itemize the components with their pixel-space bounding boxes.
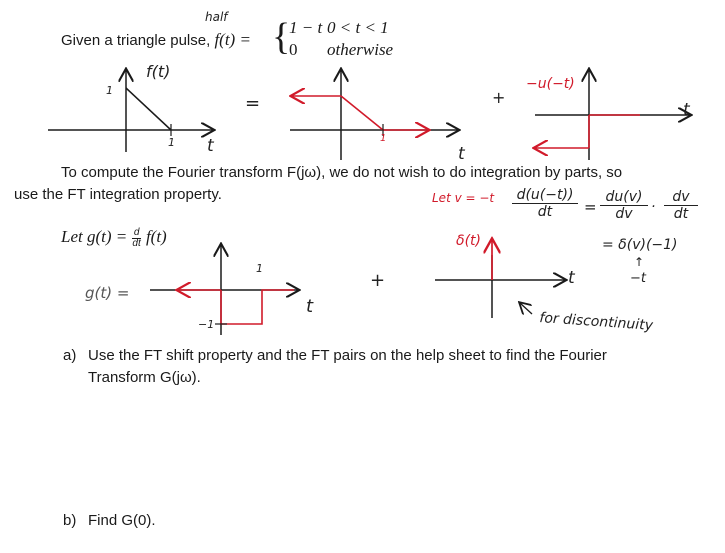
half-annotation: half	[205, 10, 228, 24]
graph4-t-label: t	[306, 296, 314, 317]
case2-condition: otherwise	[327, 40, 394, 59]
transform-sentence-line1: To compute the Fourier transform F(jω), we do not wish to do integration by parts, so	[61, 164, 623, 181]
graph-decomposition	[290, 70, 458, 160]
discontinuity-pointer-arrow	[520, 303, 532, 314]
plus-sign-2: +	[370, 270, 386, 291]
piecewise-brace: {	[272, 16, 291, 58]
part-b-text: Find G(0).	[88, 512, 156, 529]
part-a-line2: Transform G(jω).	[88, 369, 201, 386]
derivative-denominator: dt	[132, 237, 141, 249]
deriv-result: = δ(v)(−1)	[602, 237, 678, 253]
graph1-t-label: t	[207, 136, 214, 156]
g-of-t-label: g(t) =	[85, 284, 130, 302]
case2-expression: 0	[289, 40, 298, 59]
graph-g-of-t	[150, 245, 298, 335]
let-g-suffix: f(t)	[145, 227, 167, 246]
let-g-prefix: Let g(t) =	[61, 227, 128, 246]
deriv-equals: =	[584, 198, 597, 216]
graph3-t-label: t	[683, 100, 690, 120]
case1-condition: 0 < t < 1	[327, 18, 389, 37]
f-definition-lhs: f(t) =	[214, 30, 251, 49]
chain-du-den: dv	[615, 206, 633, 222]
graph2-t-label: t	[458, 144, 465, 164]
part-a-line1: Use the FT shift property and the FT pairs on the help sheet to find the Fourier	[88, 347, 607, 364]
substitute-arrow: ↑	[634, 255, 645, 269]
graph5-t-label: t	[568, 268, 575, 288]
derivative-fraction	[132, 228, 140, 249]
deriv-lhs-num: d(u(−t))	[512, 187, 578, 204]
graph4-neg-one-label: −1	[198, 318, 215, 331]
chain-dv-num: dv	[664, 189, 698, 206]
chain-dv-dt	[664, 189, 698, 222]
let-g-definition	[61, 227, 167, 249]
derivative-numerator: d	[133, 226, 140, 238]
graph-delta	[435, 240, 565, 318]
substitute-minus-t: −t	[630, 271, 646, 286]
intro-prefix: Given a triangle pulse,	[61, 32, 211, 49]
let-v-note: Let v = −t	[432, 191, 495, 205]
chain-dot: ·	[651, 199, 656, 215]
graph1-y-one: 1	[106, 84, 113, 97]
neg-u-neg-t-label: −u(−t)	[526, 76, 575, 92]
chain-du-dv	[600, 189, 648, 222]
case1-expression: 1 − t	[289, 18, 323, 37]
part-a-label: a)	[63, 347, 77, 364]
delta-label: δ(t)	[456, 233, 481, 249]
equals-sign: =	[245, 93, 261, 114]
graph4-one-label: 1	[256, 262, 263, 275]
graph2-one-label: 1	[380, 133, 387, 144]
deriv-lhs-den: dt	[537, 204, 553, 220]
chain-du-num: du(v)	[600, 189, 648, 206]
graph-f-of-t	[48, 70, 213, 152]
f-of-t-axis-label: f(t)	[146, 62, 171, 81]
graph4-red-rectangle	[221, 290, 294, 324]
graph1-x-one: 1	[168, 136, 175, 149]
graph1-triangle-edge	[126, 88, 171, 130]
chain-dv-den: dt	[673, 206, 689, 222]
for-discontinuity-note: for discontinuity	[538, 310, 654, 334]
intro-line	[61, 30, 251, 50]
plus-sign-1: +	[492, 88, 506, 107]
part-b-label: b)	[63, 512, 77, 529]
graph2-red-slope	[341, 96, 383, 130]
deriv-lhs	[512, 187, 578, 220]
transform-sentence-line2: use the FT integration property.	[14, 186, 222, 203]
